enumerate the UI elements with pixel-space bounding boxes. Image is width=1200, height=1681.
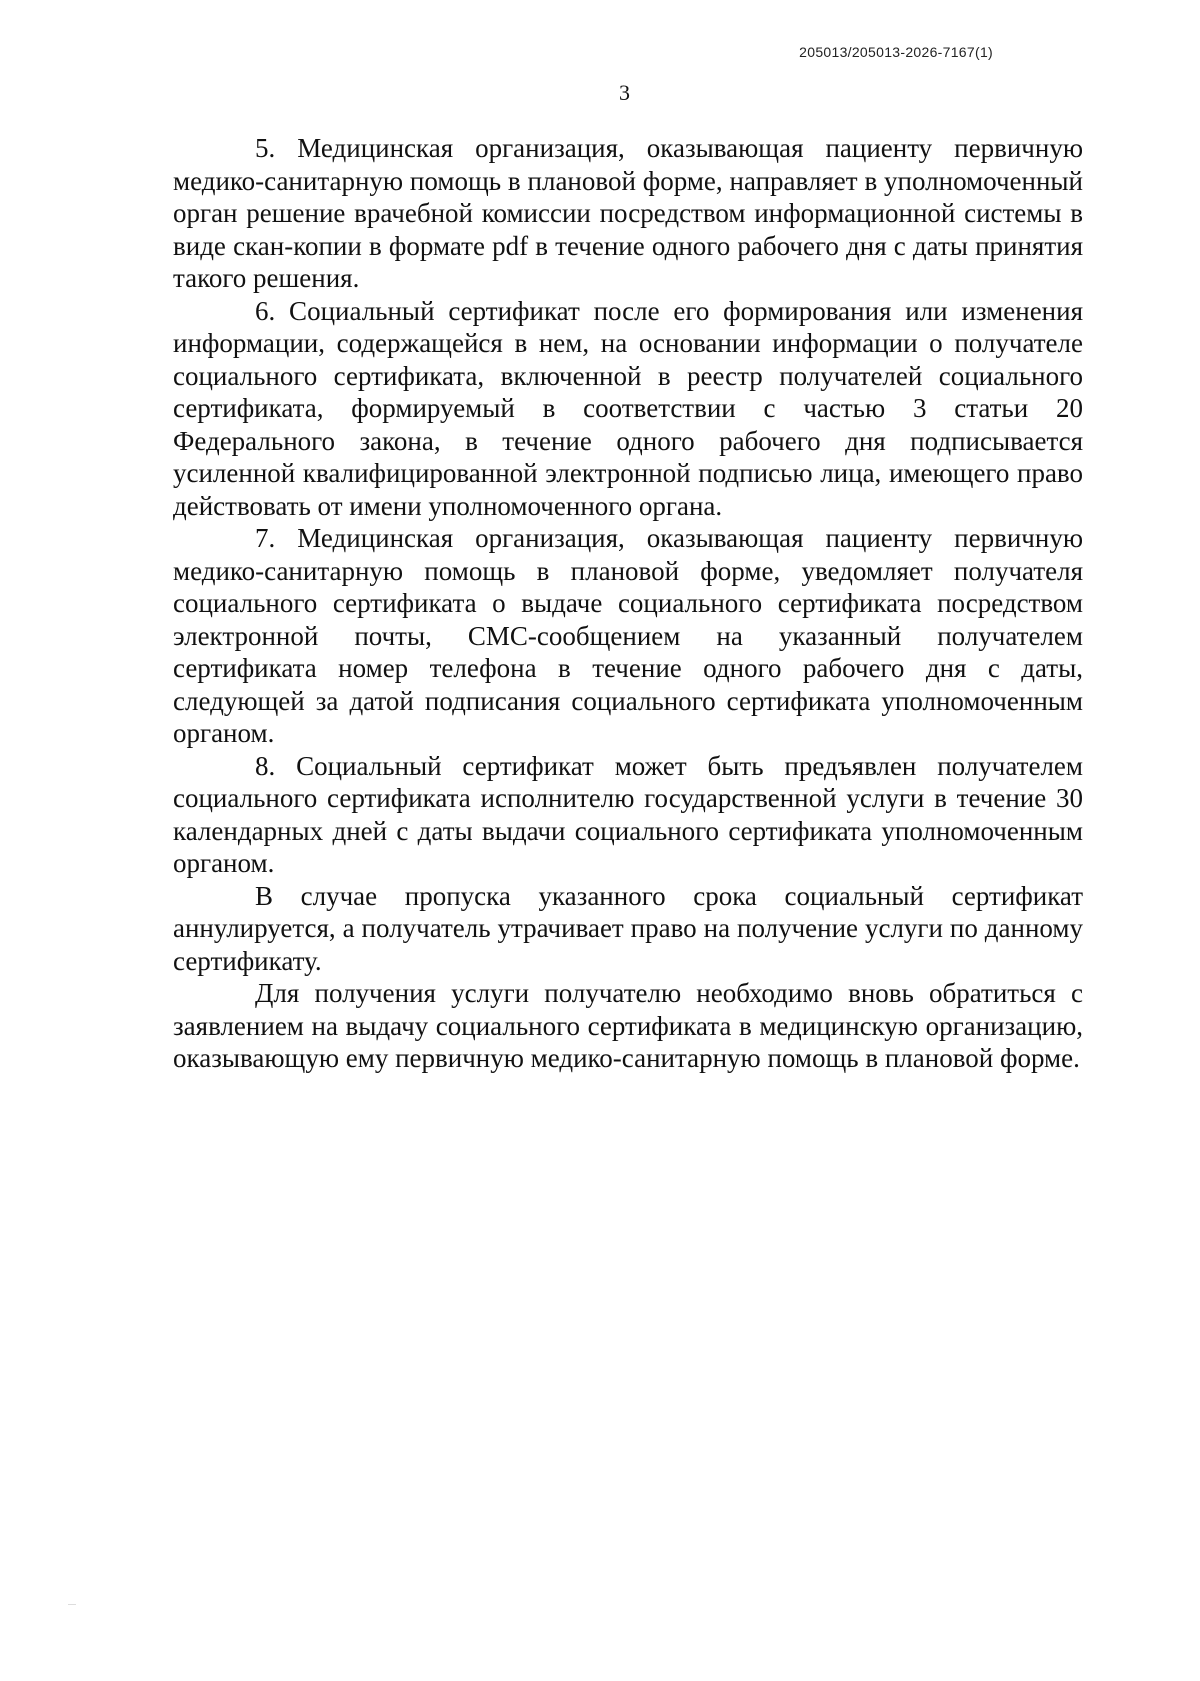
page-number: 3: [619, 80, 630, 105]
paragraph-7: 7. Медицинская организация, оказывающая пациенту первичную медико-санитарную помощь в плановой форме, уведомляет получателя социального сертификата о выдаче социального сертификата посредством электронной почты, СМС-сообщением на указанный получателем сертификата номер телефона в течение одного рабочего дня с даты, следующей за датой подписания социального сертификата уполномоченным органом.: [173, 523, 1083, 748]
paragraph-reapply: Для получения услуги получателю необходимо вновь обратиться с заявлением на выдачу социального сертификата в медицинскую организацию, оказывающую ему первичную медико-санитарную помощь в плановой форме.: [173, 978, 1083, 1073]
paragraph-5: 5. Медицинская организация, оказывающая пациенту первичную медико-санитарную помощь в плановой форме, направляет в уполномоченный орган решение врачебной комиссии посредством информационной системы в виде скан-копии в формате pdf в течение одного рабочего дня с даты принятия такого решения.: [173, 133, 1083, 293]
scan-artifact: [68, 1604, 76, 1605]
paragraph-deadline-miss: В случае пропуска указанного срока социальный сертификат аннулируется, а получатель утрачивает право на получение услуги по данному сертификату.: [173, 880, 1083, 976]
paragraph-8: 8. Социальный сертификат может быть предъявлен получателем социального сертификата исполнителю государственной услуги в течение 30 календарных дней с даты выдачи социального сертификата уполномоченным органом.: [173, 750, 1083, 878]
paragraph-6: 6. Социальный сертификат после его формирования или изменения информации, содержащейся в нем, на основании информации о получателе социального сертификата, включенной в реестр получателей социального сертификата, формируемый в соответствии с частью 3 статьи 20 Федерального закона, в течение одного рабочего дня подписывается усиленной квалифицированной электронной подписью лица, имеющего право действовать от имени уполномоченного органа.: [173, 295, 1083, 521]
document-body: [173, 132, 1083, 1075]
document-registration-number: 205013/205013-2026-7167(1): [799, 44, 993, 60]
